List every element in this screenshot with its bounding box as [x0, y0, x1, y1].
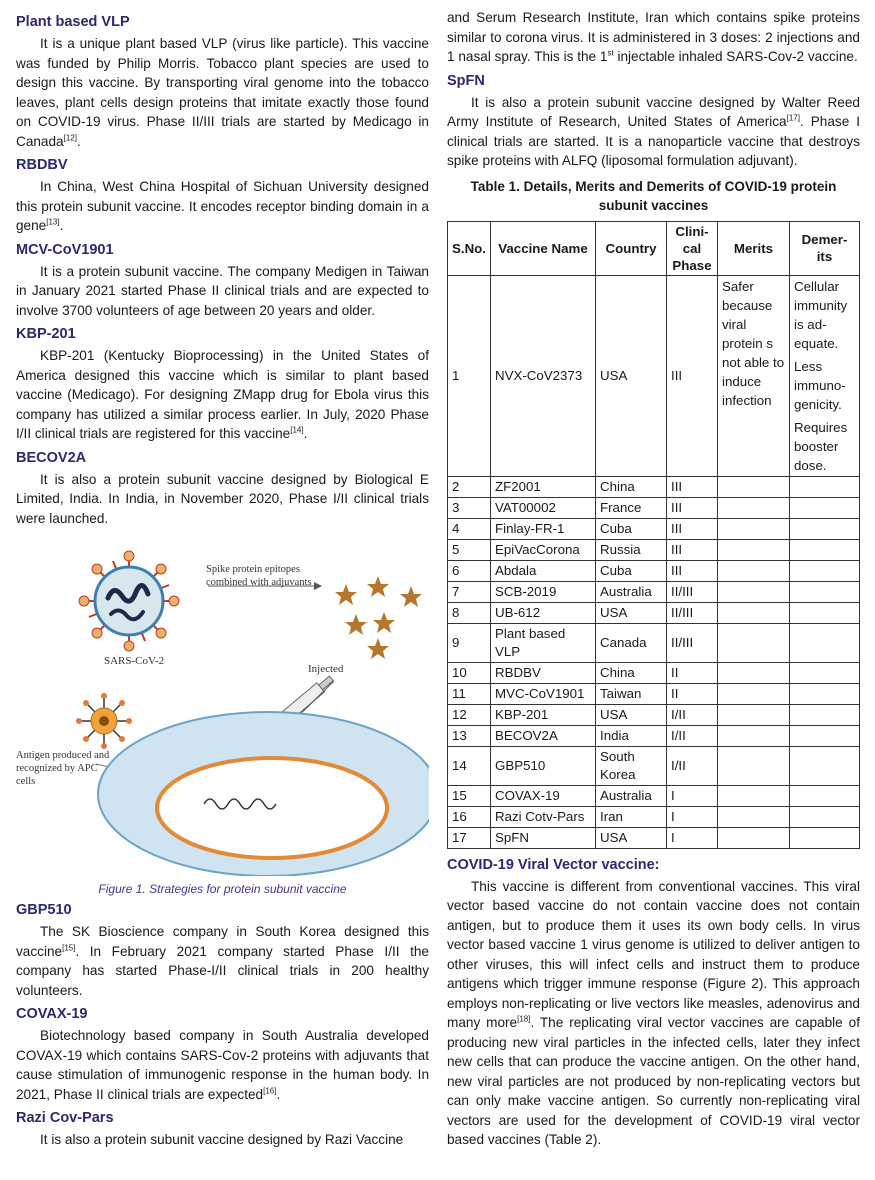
- cell-country: USA: [596, 827, 667, 848]
- cell-phase: I: [667, 827, 718, 848]
- label-spike-epitopes-text: Spike protein epitopes: [206, 564, 300, 575]
- heading-plant-vlp: Plant based VLP: [16, 14, 130, 30]
- cell-demerits: [790, 806, 860, 827]
- paragraph-razi-continued: and Serum Research Institute, Iran which contains spike proteins similar to corona virus. It is administered in 3 doses: 2 injections and 1 nasal spray. This is the 1st injectable inhaled SARS-Cov-2 vaccine.: [447, 10, 860, 64]
- figure-1-caption: Figure 1. Strategies for protein subunit vaccine: [98, 882, 347, 896]
- cell-vaccine-name: EpiVacCorona: [491, 539, 596, 560]
- left-column: [16, 8, 429, 1150]
- demerit-3: Requires booster dose.: [794, 419, 848, 473]
- cell-vaccine-name: Plant based VLP: [491, 623, 596, 662]
- cell-country: Australia: [596, 581, 667, 602]
- cell-merits: [718, 746, 790, 785]
- protein-subunit-illustration: [16, 536, 429, 876]
- cell-country: USA: [596, 602, 667, 623]
- cell-country: Cuba: [596, 560, 667, 581]
- table-row: [448, 476, 860, 497]
- cell-phase: II: [667, 662, 718, 683]
- cell-demerits: [790, 518, 860, 539]
- cell-merits: [718, 827, 790, 848]
- cell-phase: III: [667, 497, 718, 518]
- table-row: [448, 704, 860, 725]
- cell-vaccine-name: SCB-2019: [491, 581, 596, 602]
- cell-vaccine-name: RBDBV: [491, 662, 596, 683]
- cell-country: China: [596, 662, 667, 683]
- cell-merits: [718, 623, 790, 662]
- cell-demerits: [790, 497, 860, 518]
- cell-phase: II/III: [667, 581, 718, 602]
- right-column: [447, 8, 860, 1150]
- cell-phase: III: [667, 275, 718, 476]
- citation-12[interactable]: [12]: [63, 132, 77, 142]
- cell-sno: 6: [448, 560, 491, 581]
- cell-vaccine-name: MVC-CoV1901: [491, 683, 596, 704]
- paragraph-razi: It is also a protein subunit vaccine designed by Razi Vaccine: [40, 1132, 404, 1147]
- cell-sno: 8: [448, 602, 491, 623]
- demerit-1: Cellular immunity is ad-equate.: [794, 278, 848, 351]
- cell-sno: 1: [448, 275, 491, 476]
- heading-viral-vector: COVID-19 Viral Vector vaccine:: [447, 856, 660, 873]
- cell-phase: I/II: [667, 725, 718, 746]
- table-row: [448, 539, 860, 560]
- table-row: [448, 683, 860, 704]
- paragraph-rbdbv: In China, West China Hospital of Sichuan University designed this protein subunit vaccine. It encodes receptor binding domain in a gene[13].: [16, 179, 429, 233]
- citation-16[interactable]: [16]: [263, 1085, 277, 1095]
- cell-sno: 7: [448, 581, 491, 602]
- cell-country: Australia: [596, 785, 667, 806]
- citation-15[interactable]: [15]: [62, 942, 76, 952]
- citation-14[interactable]: [14]: [290, 425, 304, 435]
- cell-vaccine-name: NVX-CoV2373: [491, 275, 596, 476]
- cell-demerits: [790, 827, 860, 848]
- cell-vaccine-name: Finlay-FR-1: [491, 518, 596, 539]
- cell-sno: 17: [448, 827, 491, 848]
- table-row: [448, 725, 860, 746]
- heading-gbp: GBP510: [16, 902, 72, 918]
- label-injected: Injected: [308, 663, 344, 675]
- cell-sno: 15: [448, 785, 491, 806]
- table-row: [448, 602, 860, 623]
- paragraph-mcv: It is a protein subunit vaccine. The company Medigen in Taiwan in January 2021 started Phase II clinical trials and are expected to involve 3700 volunteers of age between 20 years and older.: [16, 263, 429, 318]
- cell-phase: I: [667, 806, 718, 827]
- paragraph-gbp: The SK Bioscience company in South Korea designed this vaccine[15]. In February 2021 company started Phase I/II the company has started Phase-I/II clinical trials in 200 healthy volunteers.: [16, 924, 429, 998]
- label-sars-cov-2: SARS-CoV-2: [104, 655, 165, 667]
- cell-merits: [718, 785, 790, 806]
- label-apc: Antigen produced and recognized by APC cells: [16, 750, 110, 787]
- cell-country: USA: [596, 275, 667, 476]
- cell-demerits: [790, 725, 860, 746]
- cell-demerits: [790, 746, 860, 785]
- cell-phase: II/III: [667, 602, 718, 623]
- cell-merits: [718, 560, 790, 581]
- col-header-demerits: Demer-its: [790, 221, 860, 275]
- cell-country: France: [596, 497, 667, 518]
- cell-phase: I/II: [667, 704, 718, 725]
- paragraph-viral-vector: This vaccine is different from conventional vaccines. This viral vector based vaccine do not contain vaccine does not contain antigen, but to produce them it uses its own body cells. In virus vector based vaccine 1 virus genome is utilized to deliver antigen to other viruses, this will infect cells and instruct them to produce antigens which trigger immune response (Figure 2). This approach employs non-replicating or live vectors like measles, adenovirus and many more[18]. The replicating viral vector vaccines are capable of producing new viral particles in the infected cells, later they infect new cells that can produce the vaccine antigen. On the other hand, new viral particles are not produced by non-replicating vectors but can only make vaccine antigen. So currently non-replicating viral vectors are used for the development of COVID-19 viral vector based vaccines (Table 2).: [447, 878, 860, 1147]
- cell-vaccine-name: Abdala: [491, 560, 596, 581]
- table-header-row: [448, 221, 860, 275]
- table-row: [448, 623, 860, 662]
- cell-merits: [718, 581, 790, 602]
- cell-vaccine-name: UB-612: [491, 602, 596, 623]
- cell-merits: [718, 497, 790, 518]
- paragraph-kbp: KBP-201 (Kentucky Bioprocessing) in the United States of America designed this vaccine which is similar to plant based vaccine (Medicago). For designing ZMapp drug for Ebola virus this company has utilized a similar process earlier. In July, 2020 Phase I/II clinical trials are registered for this vaccine[14].: [16, 348, 429, 441]
- cell-merits: [718, 602, 790, 623]
- cell-sno: 9: [448, 623, 491, 662]
- table-1-caption: Table 1. Details, Merits and Demerits of COVID-19 protein subunit vaccines: [470, 178, 837, 213]
- cell-vaccine-name: KBP-201: [491, 704, 596, 725]
- cell-sno: 16: [448, 806, 491, 827]
- table-row: [448, 746, 860, 785]
- cell-demerits: [790, 560, 860, 581]
- paragraph-covax: Biotechnology based company in South Australia developed COVAX-19 which contains SARS-Cov-2 proteins with adjuvants that cause stimulation of immunogenic response in the human body. In 2021, Phase II clinical trials are expected[16].: [16, 1028, 429, 1102]
- cell-phase: II/III: [667, 623, 718, 662]
- cell-vaccine-name: SpFN: [491, 827, 596, 848]
- cell-merits: [718, 725, 790, 746]
- col-header-merits: Merits: [718, 221, 790, 275]
- cell-sno: 2: [448, 476, 491, 497]
- heading-spfn: SpFN: [447, 72, 485, 89]
- cell-country: Iran: [596, 806, 667, 827]
- cell-country: Taiwan: [596, 683, 667, 704]
- cell-sno: 12: [448, 704, 491, 725]
- cell-sno: 13: [448, 725, 491, 746]
- cell-merits: [718, 704, 790, 725]
- table-row: [448, 275, 860, 476]
- epitope-stars-icon: [335, 576, 422, 659]
- cell-merits: [718, 476, 790, 497]
- cell-phase: III: [667, 560, 718, 581]
- heading-razi: Razi Cov-Pars: [16, 1110, 114, 1126]
- citation-17[interactable]: [17]: [786, 113, 800, 123]
- cell-phase: II: [667, 683, 718, 704]
- cell-vaccine-name: VAT00002: [491, 497, 596, 518]
- heading-becov: BECOV2A: [16, 449, 87, 466]
- cell-merits: Safer because viral protein s not able to induce infection: [718, 275, 790, 476]
- table-row: [448, 662, 860, 683]
- table-row: [448, 518, 860, 539]
- cell-demerits: [790, 785, 860, 806]
- cell-vaccine-name: Razi Cotv-Pars: [491, 806, 596, 827]
- cell-sno: 14: [448, 746, 491, 785]
- table-row: [448, 560, 860, 581]
- figure-1: [16, 536, 429, 876]
- cell-demerits: [790, 623, 860, 662]
- heading-rbdbv: RBDBV: [16, 157, 68, 173]
- cell-merits: [718, 806, 790, 827]
- cell-sno: 3: [448, 497, 491, 518]
- cell-country: China: [596, 476, 667, 497]
- citation-18[interactable]: [18]: [517, 1014, 531, 1024]
- cell-sno: 11: [448, 683, 491, 704]
- cell-phase: III: [667, 539, 718, 560]
- cell-merits: [718, 518, 790, 539]
- cell-phase: I/II: [667, 746, 718, 785]
- col-header-clinical-phase: Clini-cal Phase: [667, 221, 718, 275]
- cell-phase: III: [667, 476, 718, 497]
- paragraph-plant-vlp: It is a unique plant based VLP (virus like particle). This vaccine was funded by Philip Morris. Tobacco plant species are used to design this vaccine. By transporting viral genome into the tobacco leaves, plant cells design proteins that imitate exactly those found on COVID-19 virus. Phase II/III trials are started by Medicago in Canada[12].: [16, 36, 429, 149]
- cell-vaccine-name: ZF2001: [491, 476, 596, 497]
- table-row: [448, 497, 860, 518]
- cell-phase: III: [667, 518, 718, 539]
- col-header-vaccine-name: Vaccine Name: [491, 221, 596, 275]
- cell-country: South Korea: [596, 746, 667, 785]
- heading-mcv: MCV-CoV1901: [16, 241, 114, 258]
- cell-demerits: [790, 704, 860, 725]
- table-row: [448, 785, 860, 806]
- table-row: [448, 581, 860, 602]
- heading-kbp: KBP-201: [16, 326, 76, 342]
- cell-demerits: [790, 581, 860, 602]
- paragraph-spfn: It is also a protein subunit vaccine designed by Walter Reed Army Institute of Research, United States of America[17]. Phase I clinical trials are started. It is a nanoparticle vaccine that destroys spike proteins with ALFQ (liposomal formulation adjuvant).: [447, 94, 860, 168]
- cell-demerits: [790, 539, 860, 560]
- apc-cell-icon: [76, 693, 132, 749]
- cell-merits: [718, 683, 790, 704]
- cell-country: Cuba: [596, 518, 667, 539]
- cell-demerits: [790, 683, 860, 704]
- col-header-sno: S.No.: [448, 221, 491, 275]
- vaccine-table: [447, 221, 860, 849]
- cell-merits: [718, 539, 790, 560]
- sars-cov-2-virus-icon: [79, 551, 179, 651]
- citation-13[interactable]: [13]: [46, 217, 60, 227]
- label-spike-epitopes: Spike protein epitopes combined with adjuvants: [206, 564, 312, 588]
- col-header-country: Country: [596, 221, 667, 275]
- cell-vaccine-name: BECOV2A: [491, 725, 596, 746]
- table-row: [448, 827, 860, 848]
- cell-sno: 10: [448, 662, 491, 683]
- demerit-2: Less immuno-genicity.: [794, 358, 846, 412]
- cell-demerits: [790, 662, 860, 683]
- paragraph-becov: It is also a protein subunit vaccine designed by Biological E Limited, India. In India, in November 2020, Phase I/II clinical trials were launched.: [16, 471, 429, 526]
- heading-covax: COVAX-19: [16, 1006, 88, 1022]
- cell-vaccine-name: COVAX-19: [491, 785, 596, 806]
- table-row: [448, 806, 860, 827]
- cell-phase: I: [667, 785, 718, 806]
- cell-country: Canada: [596, 623, 667, 662]
- cell-country: USA: [596, 704, 667, 725]
- cell-vaccine-name: GBP510: [491, 746, 596, 785]
- host-cell-icon: [98, 712, 429, 876]
- cell-merits: [718, 662, 790, 683]
- cell-sno: 5: [448, 539, 491, 560]
- cell-sno: 4: [448, 518, 491, 539]
- cell-demerits: [790, 602, 860, 623]
- cell-demerits: [790, 476, 860, 497]
- cell-demerits: [790, 275, 860, 476]
- cell-country: India: [596, 725, 667, 746]
- cell-country: Russia: [596, 539, 667, 560]
- label-apc-text: Antigen produced and: [16, 750, 110, 761]
